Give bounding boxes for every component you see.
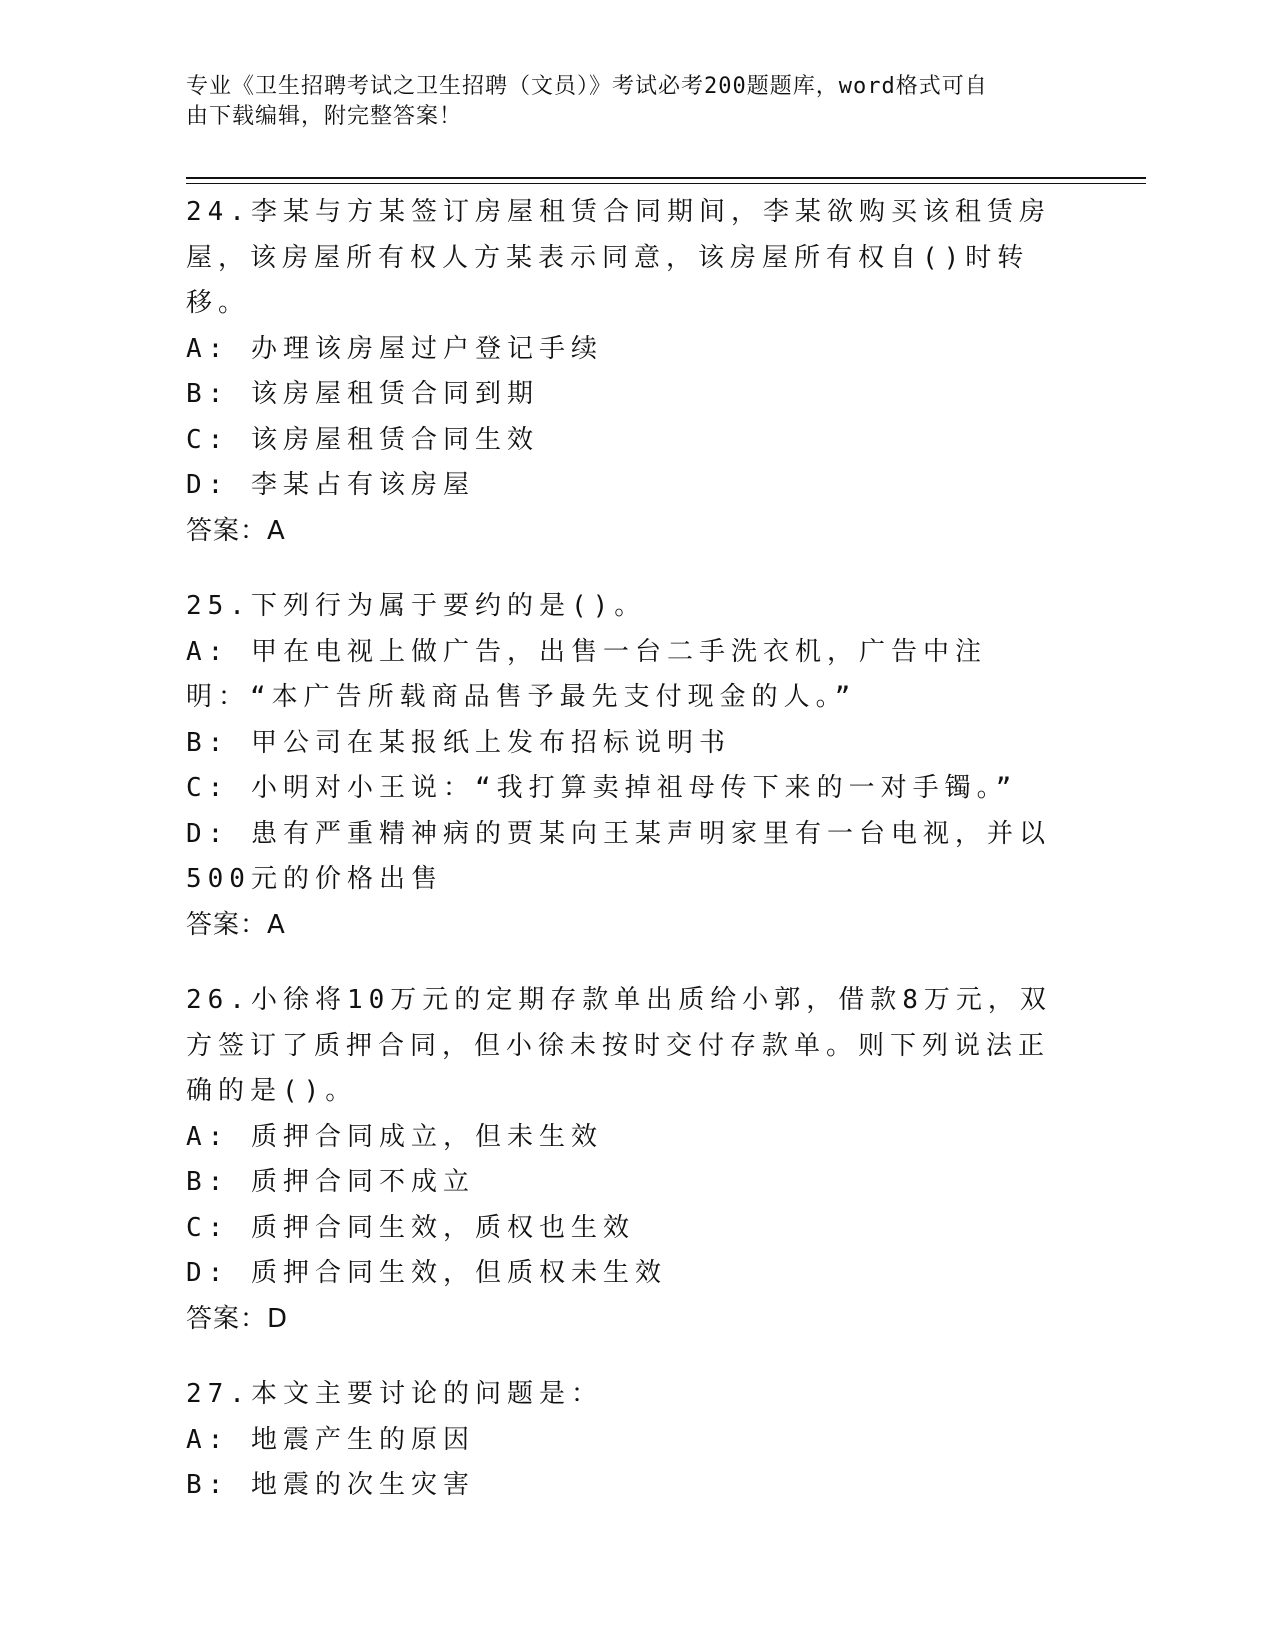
question-stem: 27.本文主要讨论的问题是：: [186, 1379, 603, 1409]
question-27: [186, 1372, 1076, 1509]
option-a: A: 办理该房屋过户登记手续: [186, 333, 603, 364]
question-stem: 25.下列行为属于要约的是()。: [186, 591, 647, 621]
question-24: [186, 190, 1076, 554]
header-divider-thin: [186, 183, 1146, 184]
answer-line: 答案：D: [186, 1303, 289, 1334]
option-c: C: 小明对小王说：“我打算卖掉祖母传下来的一对手镯。”: [186, 773, 1018, 803]
option-b: B: 甲公司在某报纸上发布招标说明书: [186, 727, 731, 758]
option-d: D: 患有严重精神病的贾某向王某声明家里有一台电视，并以500元的价格出售: [186, 818, 1051, 894]
question-stem: 24.李某与方某签订房屋租赁合同期间，李某欲购买该租赁房屋，该房屋所有权人方某表示同意，该房屋所有权自()时转移。: [186, 197, 1051, 318]
header-line-2: 由下载编辑，附完整答案！: [186, 104, 463, 129]
header-divider-thick: [186, 177, 1146, 179]
question-stem: 26.小徐将10万元的定期存款单出质给小郭，借款8万元，双方签订了质押合同，但小徐未按时交付存款单。则下列说法正确的是()。: [186, 985, 1052, 1106]
option-a: A: 质押合同成立，但未生效: [186, 1121, 603, 1152]
option-d: D: 李某占有该房屋: [186, 470, 475, 500]
option-d: D: 质押合同生效，但质权未生效: [186, 1258, 667, 1288]
header-line-1: 专业《卫生招聘考试之卫生招聘（文员）》考试必考200题题库，word格式可自: [186, 74, 988, 99]
option-a: A: 甲在电视上做广告，出售一台二手洗衣机，广告中注明：“本广告所载商品售予最先支付现金的人。”: [186, 636, 987, 712]
option-a: A: 地震产生的原因: [186, 1424, 475, 1455]
option-c: C: 该房屋租赁合同生效: [186, 424, 539, 455]
option-b: B: 该房屋租赁合同到期: [186, 379, 539, 409]
question-25: [186, 584, 1076, 948]
answer-line: 答案：A: [186, 909, 286, 940]
option-c: C: 质押合同生效，质权也生效: [186, 1212, 635, 1243]
answer-line: 答案：A: [186, 515, 286, 546]
option-b: B: 地震的次生灾害: [186, 1470, 475, 1500]
question-list: [186, 190, 1076, 1539]
question-26: [186, 978, 1076, 1342]
option-b: B: 质押合同不成立: [186, 1167, 475, 1197]
document-header: [186, 72, 1066, 132]
